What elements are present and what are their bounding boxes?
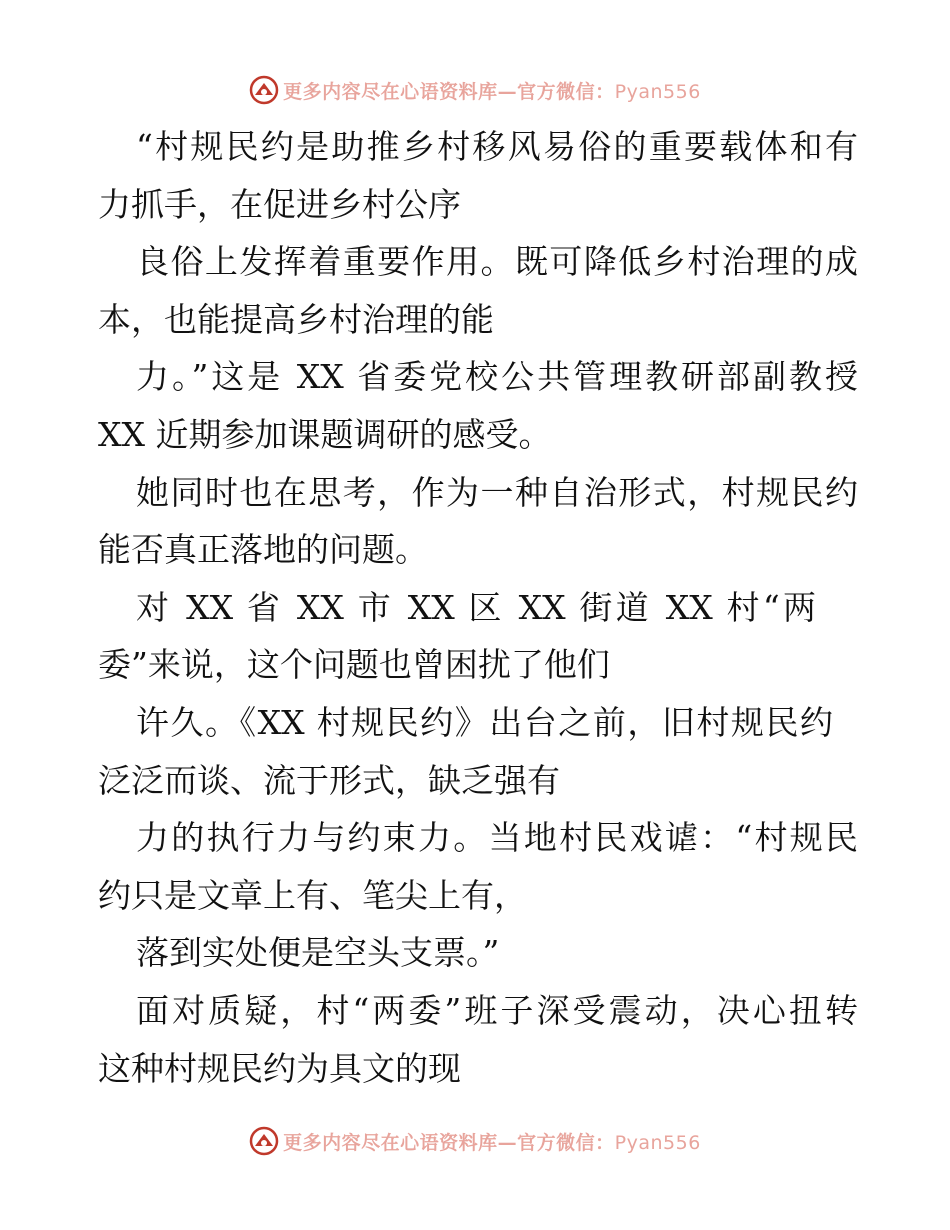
text-line: 对 XX 省 XX 市 XX 区 XX 街道 XX 村“两 — [136, 587, 816, 627]
text-line: 她同时也在思考，作为一种自治形式，村规民约 — [136, 472, 858, 512]
footer-banner-text: 更多内容尽在心语资料库—官方微信：Pyan556 — [283, 1131, 701, 1154]
brand-logo-icon — [249, 1126, 279, 1156]
text-line: 这种村规民约为具文的现 — [98, 1048, 461, 1088]
text-line: 力。”这是 XX 省委党校公共管理教研部副教授 — [136, 357, 858, 397]
text-line: 泛泛而谈、流于形式，缺乏强有 — [98, 760, 560, 800]
text-line: 力的执行力与约束力。当地村民戏谑：“村规民 — [136, 818, 858, 858]
text-line: 良俗上发挥着重要作用。既可降低乡村治理的成 — [136, 242, 858, 282]
text-line: 本，也能提高乡村治理的能 — [98, 299, 494, 339]
text-line: 面对质疑，村“两委”班子深受震动，决心扭转 — [136, 990, 858, 1030]
text-line: 约只是文章上有、笔尖上有， — [98, 875, 527, 915]
footer-banner — [0, 1123, 950, 1159]
header-banner-text: 更多内容尽在心语资料库—官方微信：Pyan556 — [283, 80, 701, 103]
text-line: “村规民约是助推乡村移风易俗的重要载体和有 — [136, 127, 858, 166]
text-line: 能否真正落地的问题。 — [98, 530, 428, 570]
brand-logo-icon — [249, 75, 279, 105]
text-line: 委”来说，这个问题也曾困扰了他们 — [98, 645, 610, 685]
header-banner — [0, 72, 950, 108]
text-line: 许久。《XX 村规民约》出台之前，旧村规民约 — [136, 702, 833, 742]
article-body — [98, 118, 858, 1097]
text-line: XX 近期参加课题调研的感受。 — [98, 414, 552, 454]
text-line: 力抓手，在促进乡村公序 — [98, 184, 461, 224]
text-line: 落到实处便是空头支票。” — [136, 933, 500, 973]
